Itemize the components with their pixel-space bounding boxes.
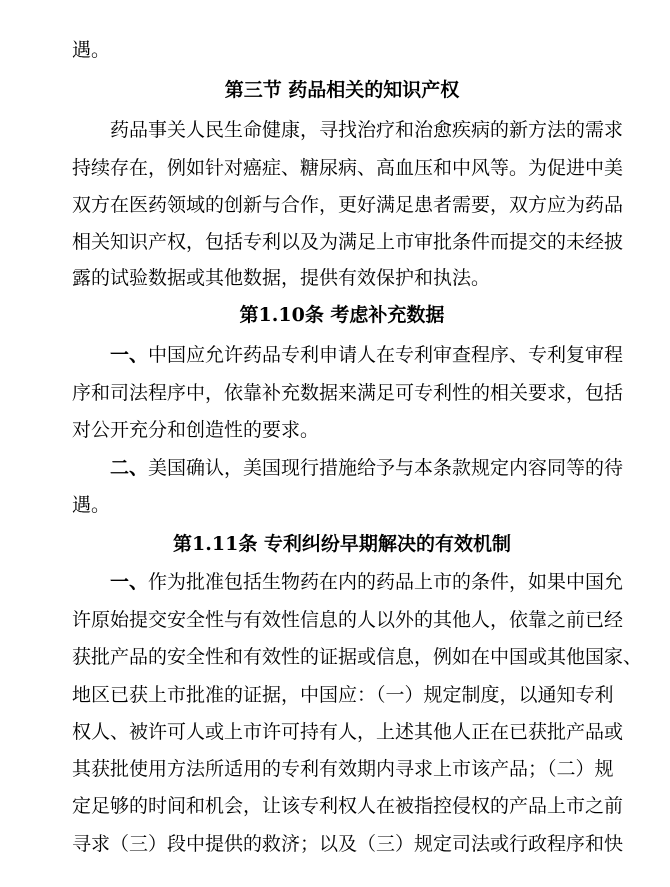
clause-number: 一、 <box>110 571 149 593</box>
paragraph-line: 权人、被许可人或上市许可持有人，上述其他人正在已获批产品或 <box>72 721 624 743</box>
line-text: 遇。 <box>72 39 111 61</box>
clause-number: 一、 <box>110 344 149 366</box>
paragraph-line <box>110 570 624 594</box>
paragraph-line: 持续存在，例如针对癌症、糖尿病、高血压和中风等。为促进中美 <box>72 157 624 179</box>
paragraph-line: 获批产品的安全性和有效性的证据或信息，例如在中国或其他国家、 <box>72 646 643 668</box>
clause-text: 中国应允许药品专利申请人在专利审查程序、专利复审程 <box>148 344 624 366</box>
paragraph-line: 相关知识产权，包括专利以及为满足上市审批条件而提交的未经披 <box>72 231 624 253</box>
paragraph-line: 定足够的时间和机会，让该专利权人在被指控侵权的产品上市之前 <box>72 795 624 817</box>
paragraph-line: 寻求（三）段中提供的救济；以及（三）规定司法或行政程序和快 <box>72 833 624 855</box>
article-heading: 第1.10条 考虑补充数据 <box>239 304 445 326</box>
paragraph-line: 露的试验数据或其他数据，提供有效保护和执法。 <box>72 267 491 289</box>
paragraph-line: 遇。 <box>72 494 111 516</box>
article-heading: 第1.11条 专利纠纷早期解决的有效机制 <box>173 533 511 555</box>
text-line <box>72 38 612 62</box>
paragraph-line <box>110 456 624 480</box>
paragraph-line: 其获批使用方法所适用的专利有效期内寻求上市该产品；（二）规 <box>72 758 614 780</box>
clause-text: 作为批准包括生物药在内的药品上市的条件，如果中国允 <box>148 571 624 593</box>
paragraph-line <box>110 343 624 367</box>
section-heading: 第三节 药品相关的知识产权 <box>224 79 460 101</box>
paragraph-line: 许原始提交安全性与有效性信息的人以外的其他人，依靠之前已经 <box>72 609 624 631</box>
clause-number: 二、 <box>110 457 149 479</box>
paragraph-line: 序和司法程序中，依靠补充数据来满足可专利性的相关要求，包括 <box>72 382 624 404</box>
clause-text: 美国确认，美国现行措施给予与本条款规定内容同等的待 <box>148 457 624 479</box>
paragraph-line: 药品事关人民生命健康，寻找治疗和治愈疾病的新方法的需求 <box>110 119 624 141</box>
paragraph-line: 对公开充分和创造性的要求。 <box>72 419 320 441</box>
paragraph-line: 地区已获上市批准的证据，中国应：（一）规定制度，以通知专利 <box>72 684 614 706</box>
paragraph-line: 双方在医药领域的创新与合作，更好满足患者需要，双方应为药品 <box>72 194 624 216</box>
